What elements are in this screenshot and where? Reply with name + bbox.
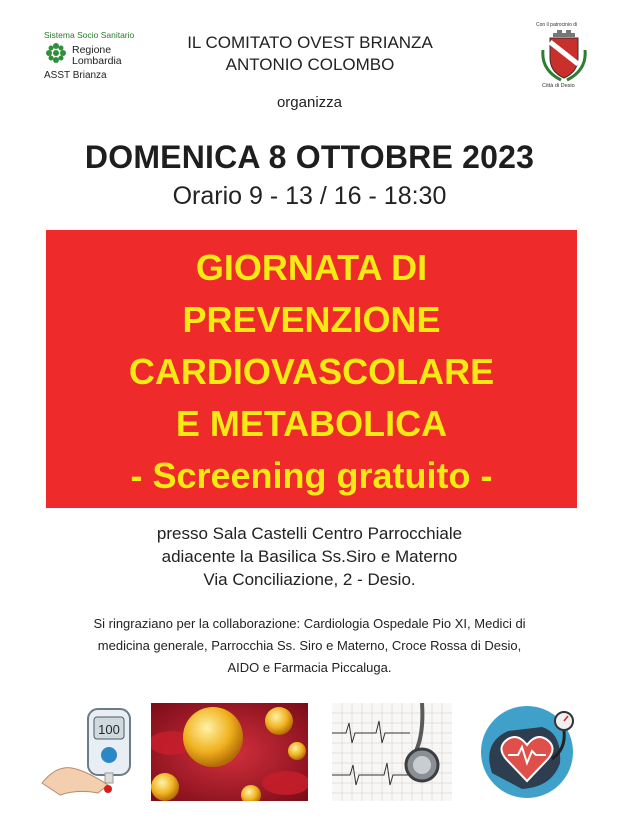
patronage-label: Con il patrocinio di — [536, 22, 578, 28]
event-title-banner — [46, 230, 577, 508]
organizza-label: organizza — [276, 94, 343, 111]
logo-asst-label: ASST Brianza — [44, 70, 107, 81]
venue-line3: Via Conciliazione, 2 - Desio. — [203, 570, 416, 589]
desio-crest-icon — [541, 30, 587, 82]
banner-line1: GIORNATA DI — [195, 247, 428, 288]
blood-pressure-heart-image — [472, 703, 582, 801]
thanks-line1: Si ringraziano per la collaborazione: Cardiologia Ospedale Pio XI, Medici di — [93, 616, 526, 631]
blood-cells-image — [151, 703, 308, 801]
banner-line4: E METABOLICA — [175, 403, 448, 444]
logo-region-line1: Regione — [72, 44, 112, 56]
glucometer-reading: 100 — [98, 722, 120, 737]
venue-line2: adiacente la Basilica Ss.Siro e Materno — [161, 547, 458, 566]
thanks-line2: medicina generale, Parrocchia Ss. Siro e Materno, Croce Rossa di Desio, — [97, 638, 522, 653]
lombardia-rose-icon — [45, 42, 67, 64]
city-label: Città di Desio — [542, 83, 575, 89]
ecg-stethoscope-image — [332, 703, 452, 801]
organizer-block — [150, 32, 470, 76]
logo-region-line2: Lombardia — [72, 55, 122, 67]
banner-line2: PREVENZIONE — [182, 299, 441, 340]
venue-line1: presso Sala Castelli Centro Parrocchiale — [156, 524, 463, 543]
thanks-block — [0, 613, 619, 679]
event-date: DOMENICA 8 OTTOBRE 2023 — [84, 139, 535, 175]
city-crest-block — [524, 22, 604, 94]
logo-system-label: Sistema Socio Sanitario — [44, 30, 135, 40]
glucometer-image — [38, 703, 138, 801]
organizer-line1: IL COMITATO OVEST BRIANZA — [187, 33, 433, 52]
banner-line5: - Screening gratuito - — [130, 455, 493, 496]
regione-lombardia-logo — [44, 30, 144, 86]
banner-line3: CARDIOVASCOLARE — [128, 351, 495, 392]
organizer-line2: ANTONIO COLOMBO — [225, 55, 395, 74]
thanks-line3: AIDO e Farmacia Piccaluga. — [227, 660, 392, 675]
event-time: Orario 9 - 13 / 16 - 18:30 — [172, 182, 447, 210]
venue-block — [0, 522, 619, 591]
